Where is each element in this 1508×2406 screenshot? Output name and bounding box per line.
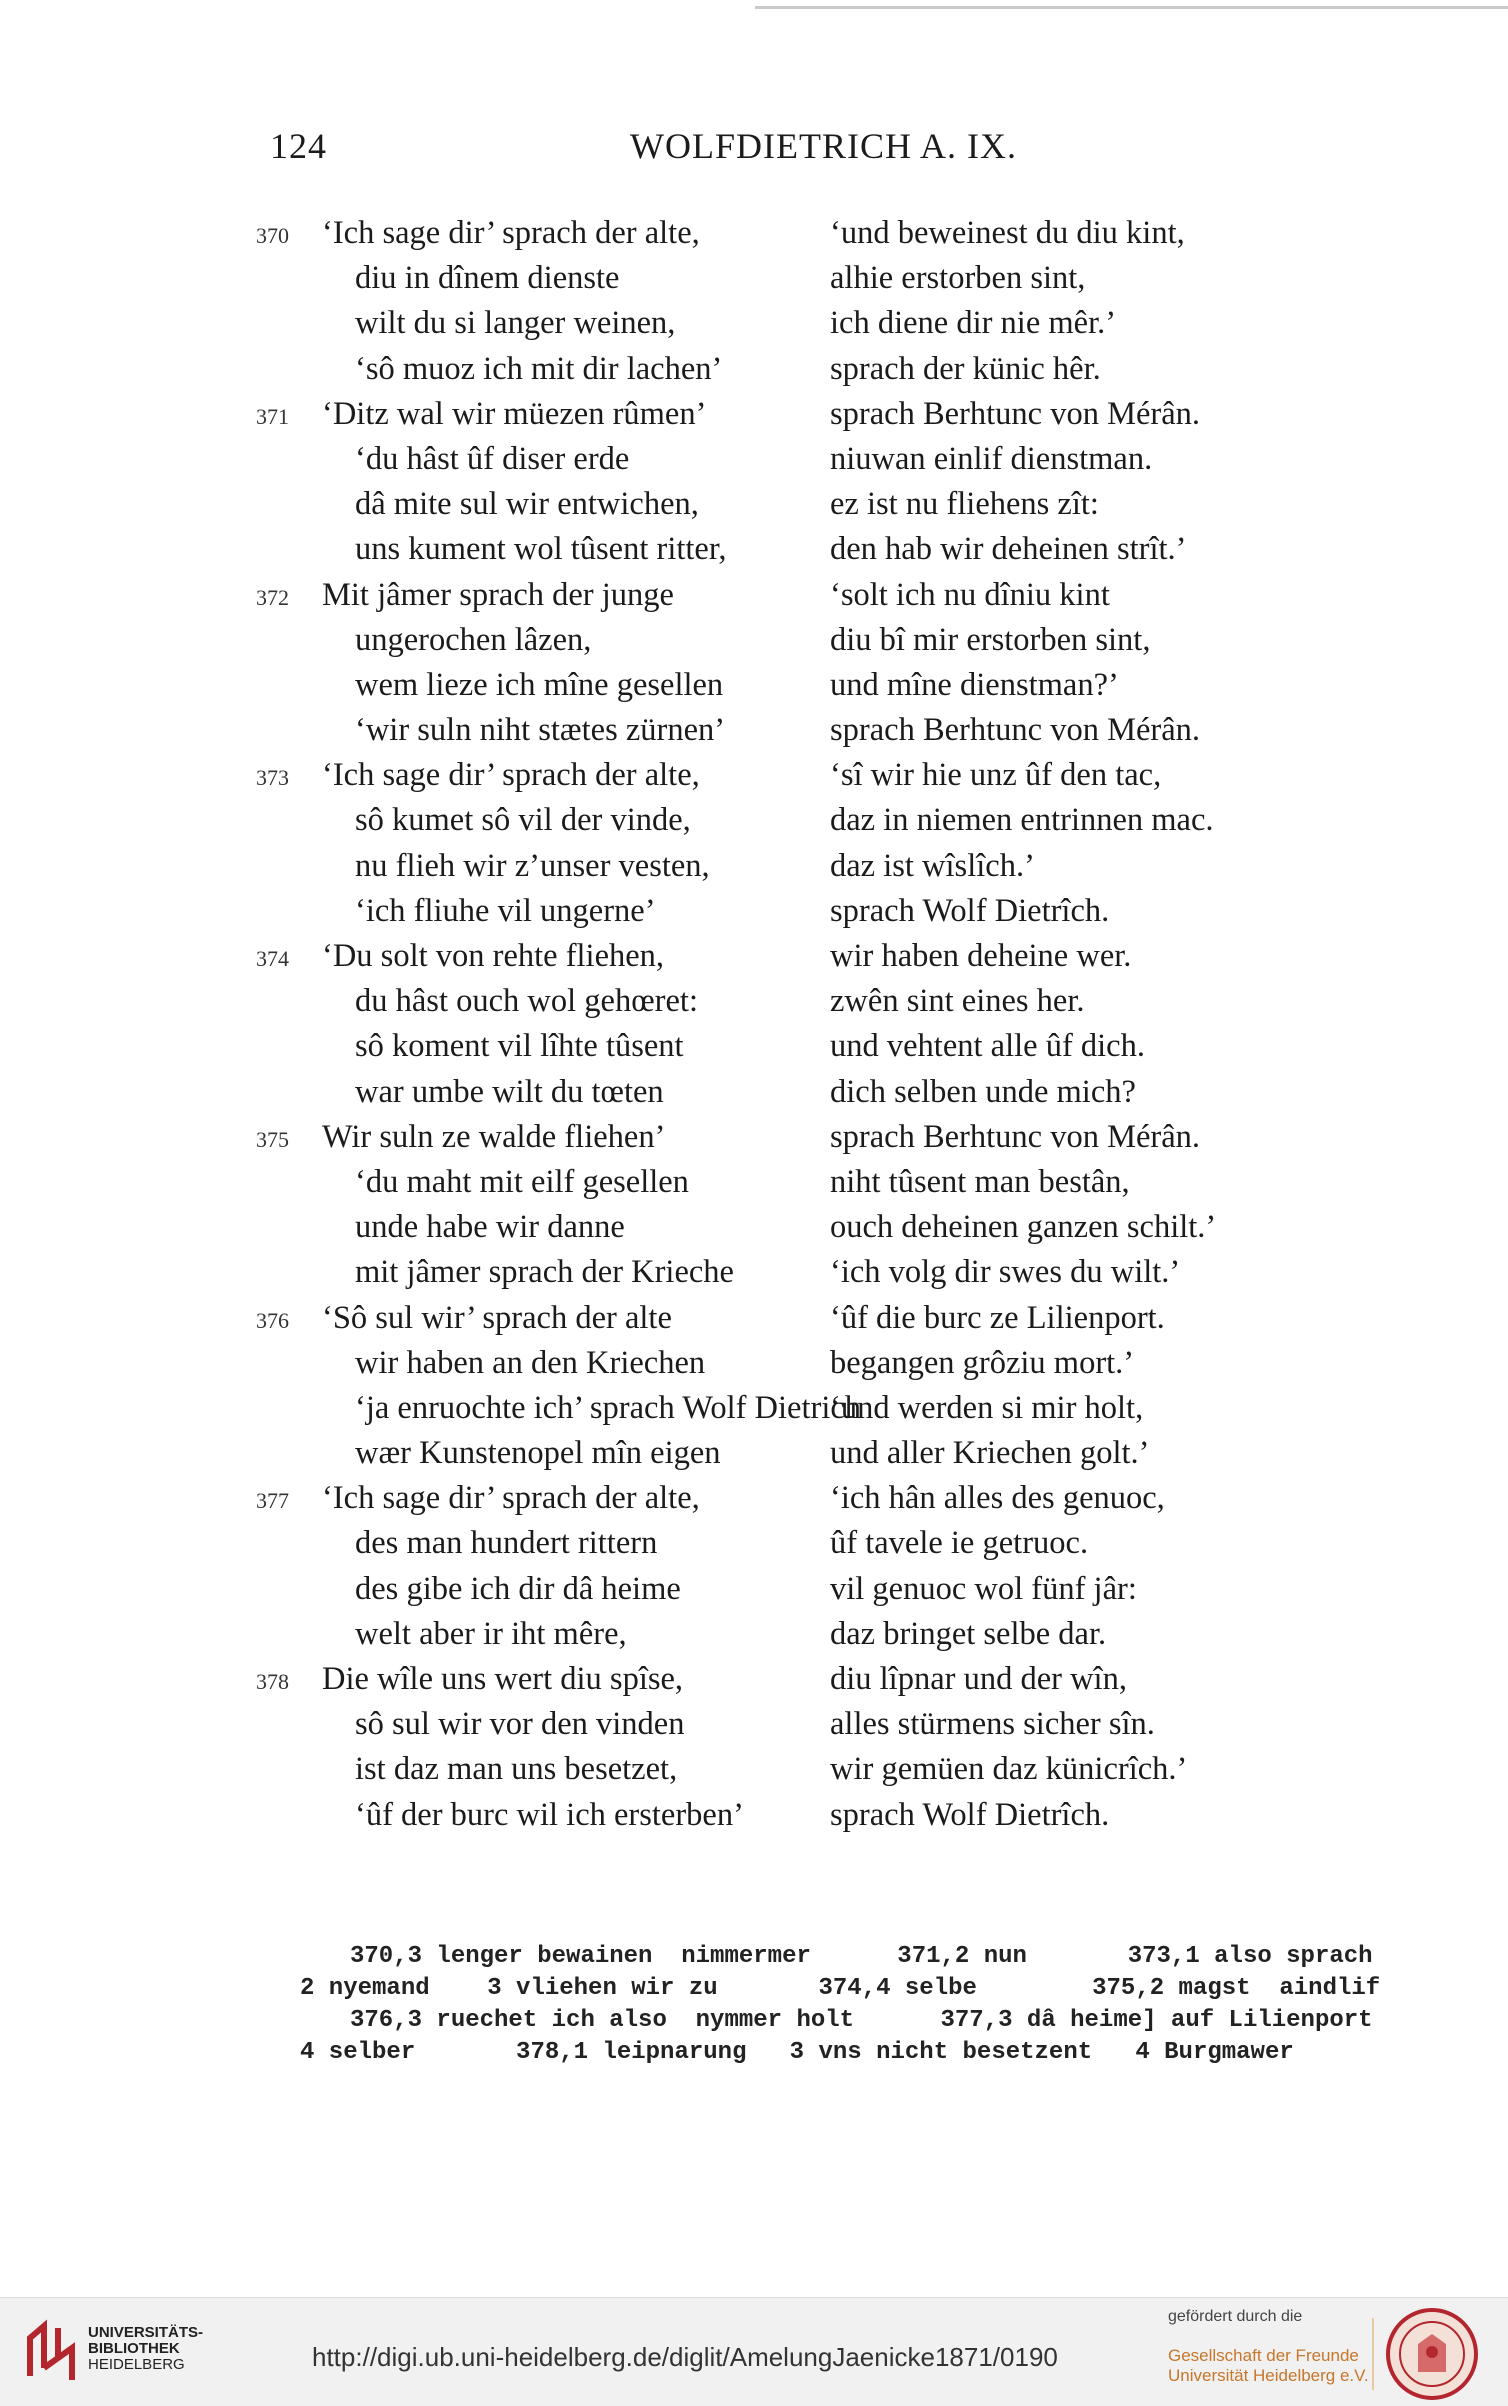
verse-line bbox=[0, 1390, 1508, 1435]
strophe-number: 373 bbox=[256, 765, 289, 791]
first-half-line: dâ mite sul wir entwichen, bbox=[355, 486, 699, 523]
verse-line bbox=[0, 1028, 1508, 1073]
second-half-line: sprach Berhtunc von Mérân. bbox=[830, 712, 1201, 749]
verse-line bbox=[0, 757, 1508, 802]
verse-line bbox=[0, 848, 1508, 893]
footnote-line bbox=[0, 1975, 1508, 2007]
verse-line bbox=[0, 802, 1508, 847]
verse-line bbox=[0, 1254, 1508, 1299]
second-half-line: sprach Wolf Dietrîch. bbox=[830, 892, 1110, 929]
second-half-line: ûf tavele ie getruoc. bbox=[830, 1525, 1089, 1562]
second-half-line: begangen grôziu mort.’ bbox=[830, 1344, 1135, 1381]
first-half-line: Wir suln ze walde fliehen’ bbox=[322, 1118, 666, 1155]
strophe-number: 371 bbox=[256, 403, 289, 429]
verse-line bbox=[0, 1525, 1508, 1570]
first-half-line: wær Kunstenopel mîn eigen bbox=[355, 1435, 721, 1472]
first-half-line: wilt du si langer weinen, bbox=[355, 305, 676, 342]
first-half-line: ‘ja enruochte ich’ sprach Wolf Dietrich bbox=[355, 1389, 862, 1426]
verse-line bbox=[0, 260, 1508, 305]
verse-line bbox=[0, 1797, 1508, 1842]
second-half-line: ich diene dir nie mêr.’ bbox=[830, 305, 1117, 342]
first-half-line: ungerochen lâzen, bbox=[355, 621, 592, 658]
second-half-line: daz ist wîslîch.’ bbox=[830, 847, 1035, 884]
first-half-line: diu in dînem dienste bbox=[355, 260, 620, 297]
second-half-line: sprach der künic hêr. bbox=[830, 350, 1101, 387]
page-header bbox=[0, 125, 1508, 175]
library-footer bbox=[0, 2297, 1508, 2406]
first-half-line: Die wîle uns wert diu spîse, bbox=[322, 1661, 684, 1697]
verse-line bbox=[0, 983, 1508, 1028]
verse-line bbox=[0, 1480, 1508, 1525]
verse-line bbox=[0, 1300, 1508, 1345]
verse-text bbox=[0, 215, 1508, 1842]
verse-line bbox=[0, 351, 1508, 396]
first-half-line: nu flieh wir z’unser vesten, bbox=[355, 847, 710, 884]
second-half-line: sprach Wolf Dietrîch. bbox=[830, 1796, 1110, 1833]
second-half-line: vil genuoc wol fünf jâr: bbox=[830, 1570, 1137, 1607]
verse-line bbox=[0, 215, 1508, 260]
source-url-link[interactable]: http://digi.ub.uni-heidelberg.de/diglit/AmelungJaenicke1871/0190 bbox=[312, 2342, 1058, 2372]
second-half-line: alhie erstorben sint, bbox=[830, 260, 1086, 297]
strophe-number: 374 bbox=[256, 946, 289, 971]
second-half-line: alles stürmens sicher sîn. bbox=[830, 1706, 1155, 1743]
second-half-line: und mîne dienstman?’ bbox=[830, 666, 1119, 703]
first-half-line: ‘Du solt von rehte fliehen, bbox=[322, 938, 665, 974]
first-half-line: war umbe wilt du tœten bbox=[355, 1073, 664, 1110]
footnote-text: 376,3 ruechet ich also nymmer holt 377,3 dâ heime] auf Lilienport bbox=[350, 2007, 1373, 2034]
second-half-line: ‘und werden si mir holt, bbox=[830, 1389, 1144, 1426]
first-half-line: uns kument wol tûsent ritter, bbox=[355, 531, 727, 568]
page-number: 124 bbox=[270, 126, 327, 166]
verse-line bbox=[0, 577, 1508, 622]
second-half-line: sprach Berhtunc von Mérân. bbox=[830, 1118, 1201, 1155]
verse-line bbox=[0, 1571, 1508, 1616]
first-half-line: unde habe wir danne bbox=[355, 1209, 625, 1246]
first-half-line: sô sul wir vor den vinden bbox=[355, 1706, 685, 1743]
verse-line bbox=[0, 938, 1508, 983]
scan-edge-line bbox=[755, 6, 1508, 9]
second-half-line: niuwan einlif dienstman. bbox=[830, 440, 1153, 477]
first-half-line: welt aber ir iht mêre, bbox=[355, 1615, 627, 1652]
strophe-number: 372 bbox=[256, 584, 289, 610]
first-half-line: ‘Ich sage dir’ sprach der alte, bbox=[322, 215, 700, 251]
first-half-line: ‘Ditz wal wir müezen rûmen’ bbox=[322, 395, 707, 432]
first-half-line: ‘ich fliuhe vil ungerne’ bbox=[355, 892, 656, 929]
second-half-line: ouch deheinen ganzen schilt.’ bbox=[830, 1209, 1217, 1246]
verse-line bbox=[0, 1751, 1508, 1796]
second-half-line: und aller Kriechen golt.’ bbox=[830, 1435, 1150, 1472]
first-half-line: ‘Sô sul wir’ sprach der alte bbox=[322, 1299, 672, 1336]
first-half-line: ‘du maht mit eilf gesellen bbox=[355, 1163, 689, 1200]
second-half-line: wir gemüen daz künicrîch.’ bbox=[830, 1751, 1188, 1788]
verse-line bbox=[0, 1661, 1508, 1706]
second-half-line: ez ist nu fliehens zît: bbox=[830, 486, 1099, 523]
second-half-line: daz in niemen entrinnen mac. bbox=[830, 802, 1214, 839]
footnote-text: 4 selber 378,1 leipnarung 3 vns nicht besetzent 4 Burgmawer bbox=[300, 2039, 1294, 2066]
footnote-line bbox=[0, 2039, 1508, 2071]
second-half-line: wir haben deheine wer. bbox=[830, 938, 1132, 974]
first-half-line: mit jâmer sprach der Krieche bbox=[355, 1254, 734, 1291]
verse-line bbox=[0, 1706, 1508, 1751]
first-half-line: ‘sô muoz ich mit dir lachen’ bbox=[355, 350, 723, 387]
running-title: WOLFDIETRICH A. IX. bbox=[630, 126, 1017, 166]
first-half-line: ‘Ich sage dir’ sprach der alte, bbox=[322, 757, 700, 794]
verse-line bbox=[0, 531, 1508, 576]
first-half-line: ist daz man uns besetzet, bbox=[355, 1751, 678, 1788]
second-half-line: sprach Berhtunc von Mérân. bbox=[830, 395, 1201, 432]
verse-line bbox=[0, 1074, 1508, 1119]
footer-divider bbox=[1372, 2318, 1374, 2390]
library-name: UNIVERSITÄTS- BIBLIOTHEK HEIDELBERG bbox=[88, 2324, 204, 2373]
sponsor-name: Gesellschaft der Freunde Universität Heidelberg e.V. bbox=[1168, 2346, 1369, 2385]
second-half-line: ‘solt ich nu dîniu kint bbox=[830, 576, 1110, 613]
first-half-line: wem lieze ich mîne gesellen bbox=[355, 666, 724, 703]
verse-line bbox=[0, 441, 1508, 486]
first-half-line: des gibe ich dir dâ heime bbox=[355, 1570, 681, 1607]
verse-line bbox=[0, 1616, 1508, 1661]
footnote-line bbox=[0, 2007, 1508, 2039]
footnote-line bbox=[0, 1943, 1508, 1975]
strophe-number: 375 bbox=[256, 1126, 289, 1152]
first-half-line: ‘du hâst ûf diser erde bbox=[355, 440, 630, 477]
strophe-number: 376 bbox=[256, 1307, 289, 1333]
first-half-line: sô koment vil lîhte tûsent bbox=[355, 1028, 684, 1065]
second-half-line: ‘ich volg dir swes du wilt.’ bbox=[830, 1254, 1181, 1291]
second-half-line: den hab wir deheinen strît.’ bbox=[830, 531, 1187, 568]
first-half-line: ‘Ich sage dir’ sprach der alte, bbox=[322, 1480, 700, 1517]
sponsor-prefix: gefördert durch die bbox=[1168, 2308, 1303, 2325]
footnotes bbox=[0, 1943, 1508, 2071]
second-half-line: und vehtent alle ûf dich. bbox=[830, 1028, 1145, 1065]
second-half-line: ‘und beweinest du diu kint, bbox=[830, 215, 1185, 251]
verse-line bbox=[0, 893, 1508, 938]
verse-line bbox=[0, 1209, 1508, 1254]
second-half-line: zwên sint eines her. bbox=[830, 983, 1085, 1020]
second-half-line: ‘ûf die burc ze Lilienport. bbox=[830, 1299, 1165, 1336]
verse-line bbox=[0, 712, 1508, 757]
verse-line bbox=[0, 1164, 1508, 1209]
first-half-line: Mit jâmer sprach der junge bbox=[322, 576, 674, 613]
university-library-logo-icon bbox=[22, 2318, 80, 2384]
footnote-text: 2 nyemand 3 vliehen wir zu 374,4 selbe 375,2 magst aindlif bbox=[300, 1975, 1381, 2002]
strophe-number: 370 bbox=[256, 223, 289, 248]
footnote-text: 370,3 lenger bewainen nimmermer 371,2 nun 373,1 also sprach bbox=[350, 1943, 1373, 1970]
verse-line bbox=[0, 1345, 1508, 1390]
second-half-line: daz bringet selbe dar. bbox=[830, 1615, 1107, 1652]
verse-line bbox=[0, 622, 1508, 667]
first-half-line: sô kumet sô vil der vinde, bbox=[355, 802, 691, 839]
first-half-line: wir haben an den Kriechen bbox=[355, 1344, 706, 1381]
second-half-line: ‘sî wir hie unz ûf den tac, bbox=[830, 757, 1162, 794]
first-half-line: des man hundert rittern bbox=[355, 1525, 658, 1562]
verse-line bbox=[0, 1119, 1508, 1164]
university-seal-icon bbox=[1384, 2306, 1480, 2402]
verse-line bbox=[0, 396, 1508, 441]
first-half-line: du hâst ouch wol gehœret: bbox=[355, 983, 698, 1020]
first-half-line: ‘wir suln niht stætes zürnen’ bbox=[355, 712, 726, 749]
first-half-line: ‘ûf der burc wil ich ersterben’ bbox=[355, 1796, 744, 1833]
second-half-line: dich selben unde mich? bbox=[830, 1073, 1136, 1110]
second-half-line: diu lîpnar und der wîn, bbox=[830, 1661, 1127, 1697]
verse-line bbox=[0, 667, 1508, 712]
verse-line bbox=[0, 305, 1508, 350]
verse-line bbox=[0, 1435, 1508, 1480]
strophe-number: 378 bbox=[256, 1669, 289, 1694]
second-half-line: niht tûsent man bestân, bbox=[830, 1163, 1130, 1200]
second-half-line: ‘ich hân alles des genuoc, bbox=[830, 1480, 1165, 1517]
second-half-line: diu bî mir erstorben sint, bbox=[830, 621, 1151, 658]
verse-line bbox=[0, 486, 1508, 531]
strophe-number: 377 bbox=[256, 1488, 289, 1514]
